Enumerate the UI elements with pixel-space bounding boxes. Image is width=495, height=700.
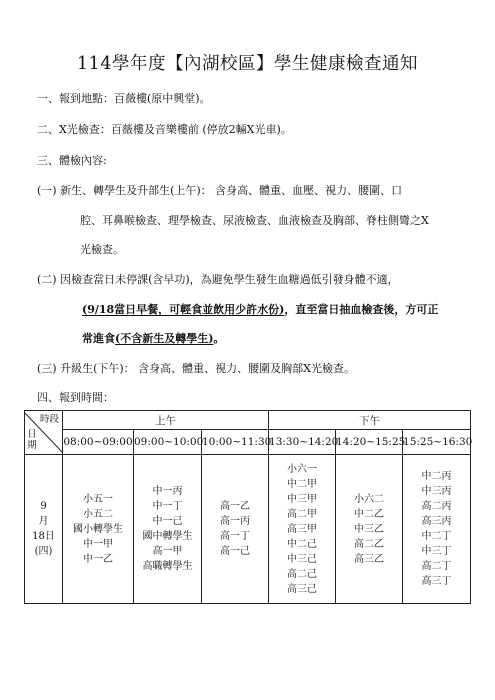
schedule-cell-slot3	[202, 455, 269, 604]
class-name: 國小轉學生	[73, 523, 123, 535]
class-name: 中一己	[152, 516, 183, 527]
class-name: 高三己	[287, 583, 318, 595]
class-name: 小五一	[83, 493, 113, 505]
class-name: 高一丙	[220, 516, 250, 527]
schedule-cell-slot2	[134, 455, 202, 604]
corner-time-label: 時段	[39, 413, 59, 425]
class-name: 中一丁	[152, 501, 183, 512]
class-name: 高一丁	[220, 531, 250, 542]
class-name: 高三甲	[287, 523, 318, 535]
class-name: 小六一	[287, 463, 318, 475]
item1-line3: 光檢查。	[80, 243, 124, 256]
class-name: 小六二	[354, 493, 385, 505]
class-name: 中一乙	[83, 553, 113, 565]
morning-header: 上午	[63, 411, 269, 430]
date-line: (四)	[34, 546, 53, 557]
class-name: 中二己	[287, 538, 318, 550]
class-name: 中二甲	[287, 478, 318, 490]
item2-line1: (二) 因檢查當日未停課(含早功)，為避免學生發生血糖過低引發身體不適，	[37, 273, 399, 286]
afternoon-header: 下午	[269, 411, 471, 430]
schedule-cell-slot1	[63, 455, 134, 604]
slot-header: 08:00~09:00	[63, 430, 134, 455]
item2-line3-start: 常進食	[82, 332, 115, 345]
item2-breakfast-note: (9/18當日早餐，可輕食並飲用少許水份)	[82, 303, 285, 316]
slot-header: 14:20~15:25	[336, 430, 403, 455]
class-name: 中三丙	[421, 486, 452, 497]
section-content-heading: 三、體檢內容:	[37, 154, 107, 167]
section-time-heading: 四、報到時間：	[37, 391, 114, 404]
item1-line1: (一) 新生、轉學生及升部生(上午)： 含身高、體重、血壓、視力、腰圍、口	[37, 184, 403, 197]
item1-line2: 腔、耳鼻喉檢查、理學檢查、尿液檢查、血液檢查及胸部、脊柱側彎之X	[80, 214, 429, 227]
schedule-cell-slot6	[403, 455, 471, 604]
class-name: 高一己	[220, 546, 250, 557]
class-name: 高二乙	[354, 538, 385, 550]
class-name: 中二丙	[421, 471, 452, 482]
item2-line2-rest: ，直至當日抽血檢查後，方可正	[284, 303, 439, 316]
date-line: 月	[38, 516, 49, 527]
date-line: 9	[40, 501, 47, 512]
class-name: 高二丁	[421, 561, 452, 572]
corner-date-label: 日期	[27, 428, 37, 451]
slot-header: 15:25~16:30	[403, 430, 471, 455]
date-line: 18日	[32, 531, 55, 542]
class-name: 高一甲	[152, 546, 183, 557]
schedule-cell-slot4	[269, 455, 336, 604]
class-name: 中三乙	[354, 523, 385, 535]
class-name: 中三己	[287, 553, 318, 565]
table-corner-cell	[25, 411, 63, 455]
class-name: 中三丁	[421, 546, 452, 557]
class-name: 國中轉學生	[142, 531, 193, 542]
class-name: 中一丙	[152, 486, 183, 497]
class-name: 小五二	[83, 508, 113, 520]
class-name: 中一甲	[83, 538, 113, 550]
item2-line3	[82, 332, 224, 346]
slot-header: 10:00~11:30	[202, 430, 269, 455]
class-name: 中三甲	[287, 493, 318, 505]
class-name: 高三乙	[354, 553, 385, 565]
schedule-cell-slot5	[336, 455, 403, 604]
slot-header: 13:30~14:20	[269, 430, 336, 455]
item2-line3-end: 。	[213, 332, 225, 345]
class-name: 高一乙	[220, 501, 250, 512]
class-name: 高三丙	[421, 516, 452, 527]
schedule-table	[24, 410, 471, 604]
class-name: 中二乙	[354, 508, 385, 520]
section-xray: 二、X光檢查：百薇樓及音樂樓前 (停放2輛X光車)。	[37, 123, 292, 136]
class-name: 高二丙	[421, 501, 452, 512]
class-name: 高二甲	[287, 508, 318, 520]
date-cell	[25, 455, 63, 604]
item2-line2	[82, 303, 438, 317]
item3-line: (三) 升級生(下午)： 含身高、體重、視力、腰圍及胸部X光檢查。	[37, 362, 355, 375]
slot-header: 09:00~10:00	[134, 430, 202, 455]
class-name: 中二丁	[421, 531, 452, 542]
page-title: 114學年度【內湖校區】學生健康檢查通知	[77, 54, 418, 74]
item2-exclusion-note: (不含新生及轉學生)	[115, 332, 214, 345]
class-name: 高職轉學生	[142, 561, 193, 572]
section-location: 一、報到地點：百薇樓(原中興堂)。	[37, 92, 211, 105]
class-name: 高二己	[287, 568, 318, 580]
class-name: 高三丁	[421, 576, 452, 587]
